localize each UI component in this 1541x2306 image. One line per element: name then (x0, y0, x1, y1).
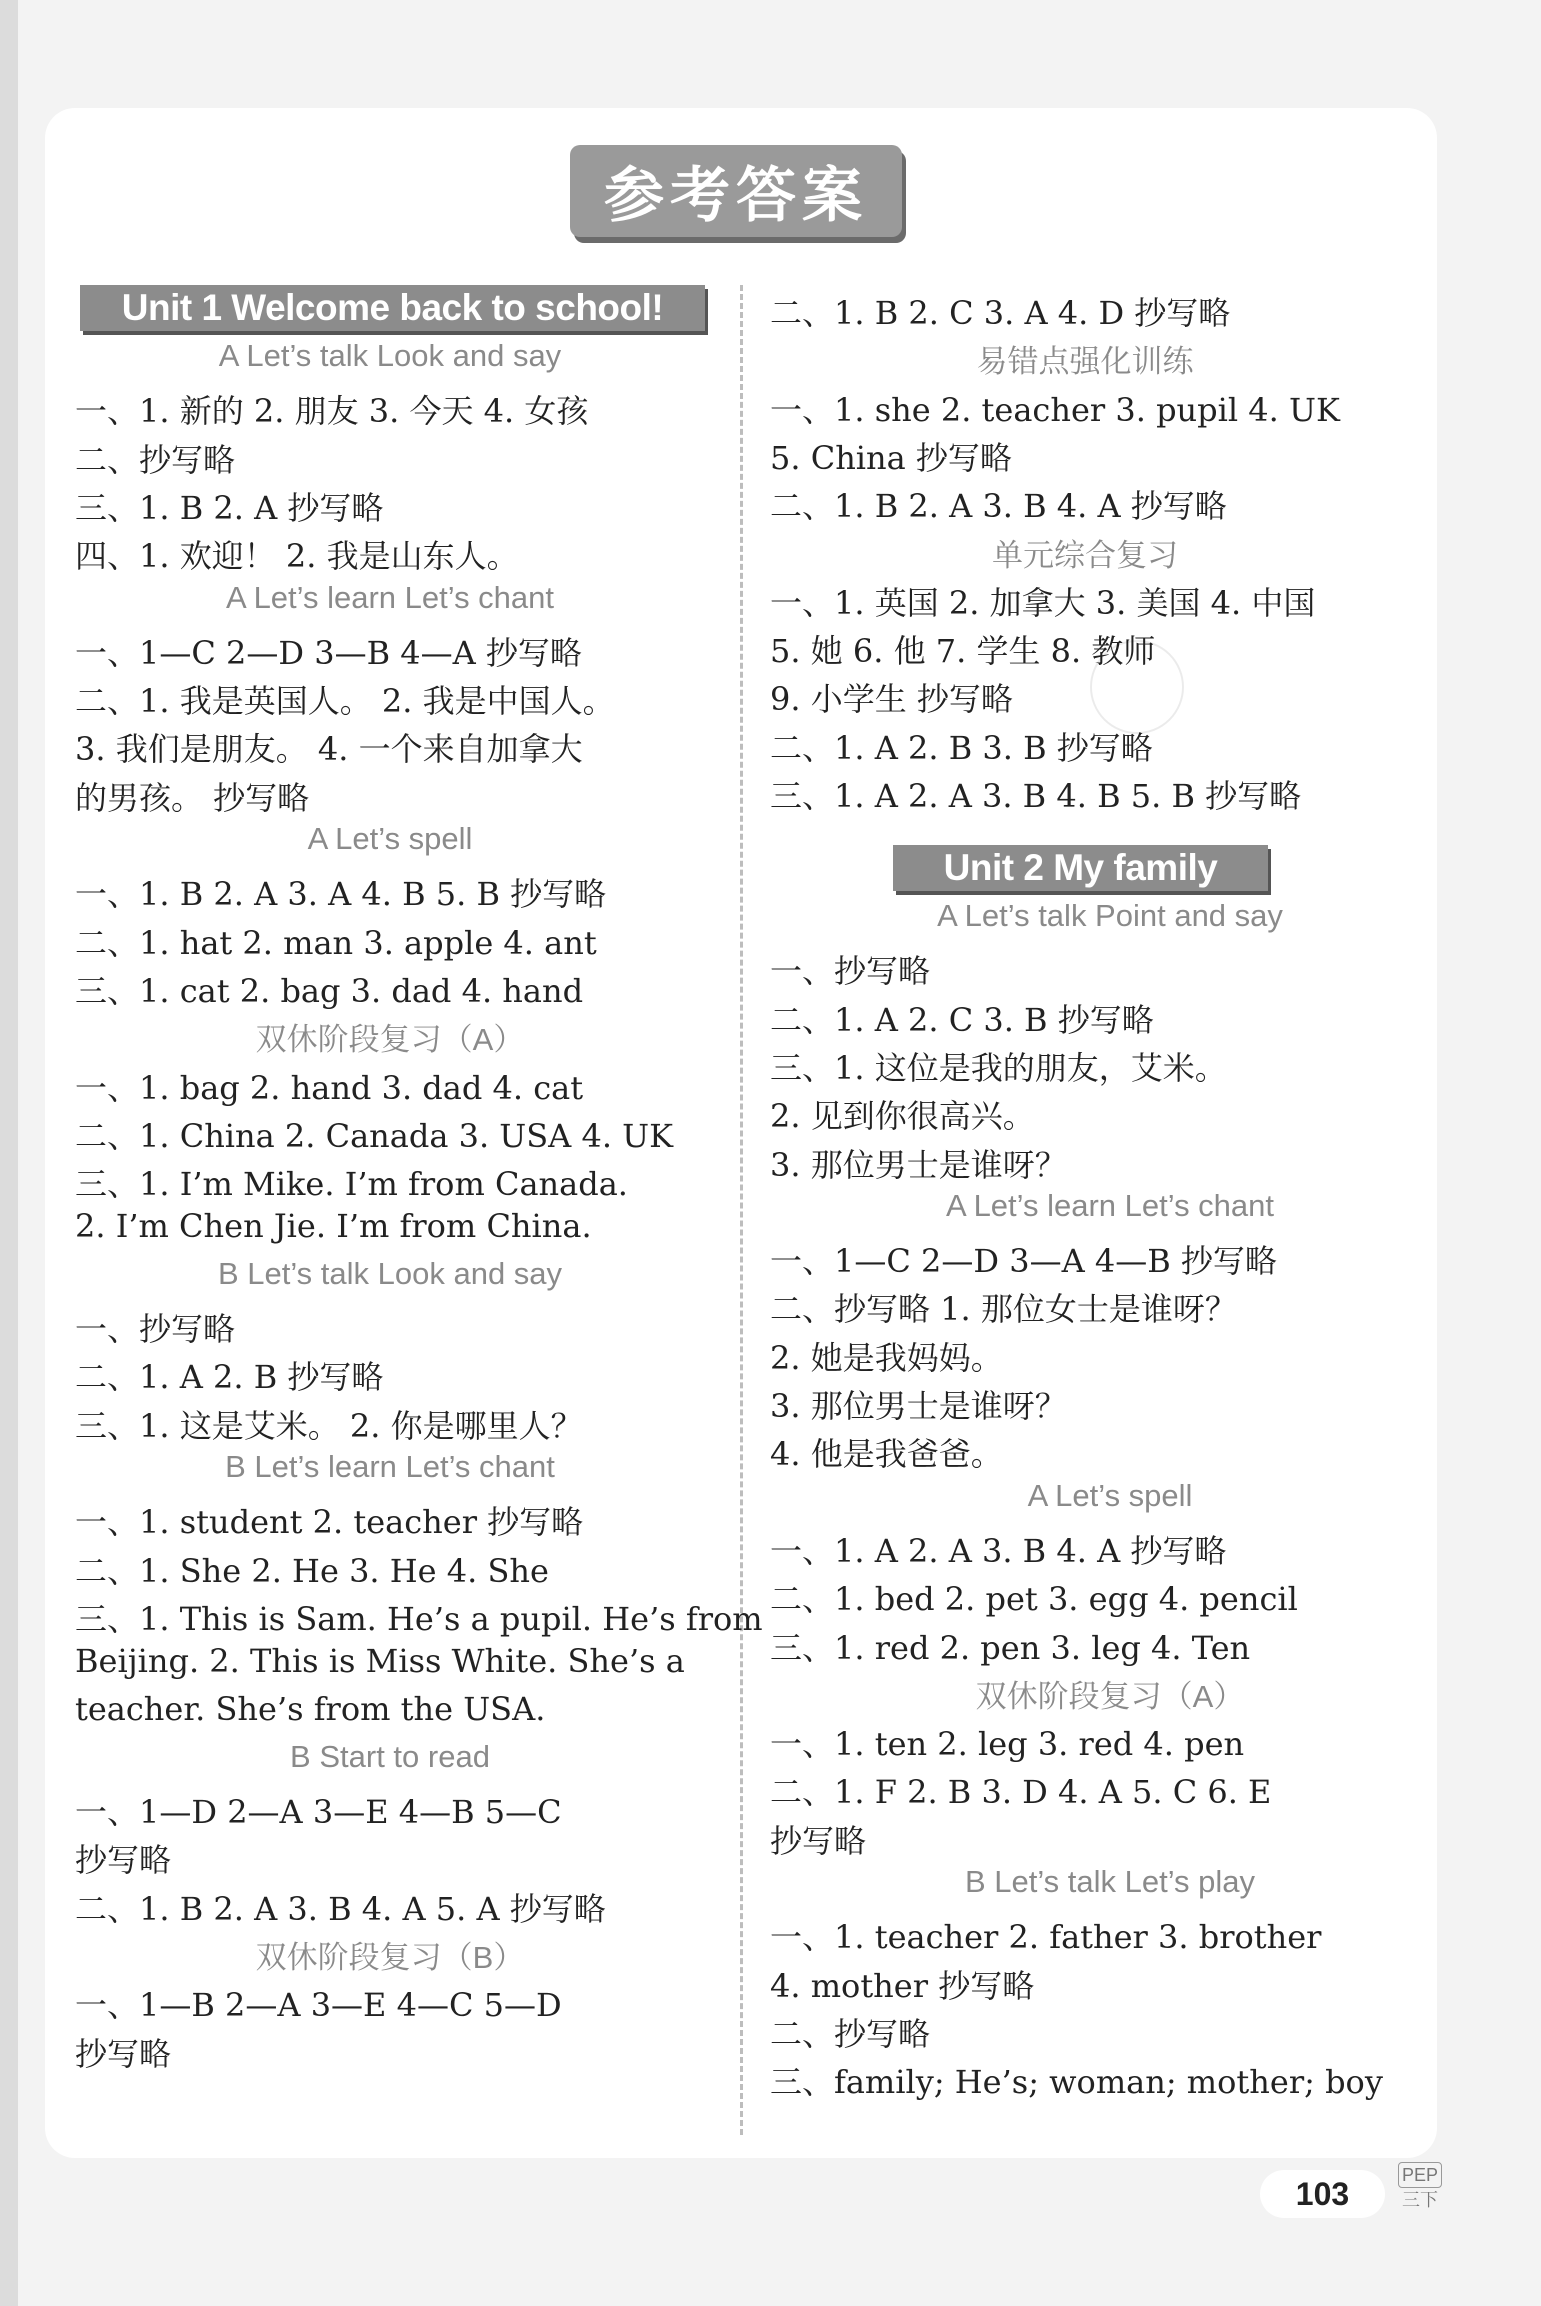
answer-line: 三、1. A 2. A 3. B 4. B 5. B 抄写略 (770, 777, 1302, 815)
answer-line: 三、1. B 2. A 抄写略 (75, 488, 384, 527)
answer-line: 二、1. 我是英国人。 2. 我是中国人。 (75, 682, 615, 721)
answer-line: 一、1—C 2—D 3—B 4—A 抄写略 (75, 633, 582, 672)
unit-1-banner: Unit 1 Welcome back to school! (80, 285, 705, 331)
answer-line: 3. 那位男士是谁呀？ (770, 1145, 1067, 1184)
section-heading: 单元综合复习 (992, 537, 1178, 573)
answer-line: 三、family; He’s; woman; mother; boy (770, 2063, 1383, 2102)
edition-tag (1395, 2162, 1445, 2220)
section-heading: B Let’s talk Let’s play (964, 1864, 1256, 1899)
answer-line: 一、1. teacher 2. father 3. brother (770, 1918, 1322, 1957)
answer-line: 三、1. I’m Mike. I’m from Canada. (75, 1165, 628, 1204)
answer-line: 2. 见到你很高兴。 (770, 1097, 1035, 1136)
section-heading: A Let’s talk Point and say (937, 898, 1283, 933)
answer-line: 二、1. B 2. C 3. A 4. D 抄写略 (770, 294, 1231, 332)
answer-line: 4. mother 抄写略 (770, 1966, 1035, 2005)
section-heading: A Let’s spell (1027, 1477, 1193, 1513)
stamp-mark (1090, 640, 1184, 734)
answer-line: 一、1. 新的 2. 朋友 3. 今天 4. 女孩 (75, 392, 589, 431)
answer-line: 一、抄写略 (770, 952, 931, 991)
answer-line: 一、1. ten 2. leg 3. red 4. pen (770, 1725, 1245, 1764)
answer-line: 二、1. B 2. A 3. B 4. A 5. A 抄写略 (75, 1889, 606, 1928)
page-title: 参考答案 (604, 161, 868, 231)
unit-2-banner: Unit 2 My family (893, 845, 1268, 891)
answer-line: 一、1—C 2—D 3—A 4—B 抄写略 (770, 1242, 1277, 1281)
answer-line: 一、1. student 2. teacher 抄写略 (75, 1503, 584, 1542)
title-banner (570, 145, 902, 237)
answer-line: 三、1. This is Sam. He’s a pupil. He’s from (75, 1599, 763, 1638)
answer-line: 3. 我们是朋友。 4. 一个来自加拿大 (75, 730, 583, 769)
page-number: 103 (1260, 2170, 1385, 2218)
answer-line: 二、1. China 2. Canada 3. USA 4. UK (75, 1116, 674, 1155)
section-heading: A Let’s learn Let’s chant (945, 1187, 1275, 1223)
answer-line: 抄写略 (75, 2034, 172, 2073)
section-heading: 双休阶段复习（B） (255, 1939, 525, 1975)
edition-grade: 三下 (1402, 2190, 1438, 2210)
answer-line: 二、抄写略 (770, 2014, 931, 2053)
answer-line: 抄写略 (770, 1821, 867, 1860)
section-heading: 双休阶段复习（A） (975, 1678, 1245, 1714)
column-divider (740, 285, 743, 2135)
answer-line: 三、1. red 2. pen 3. leg 4. Ten (770, 1628, 1251, 1667)
answer-line: 9. 小学生 抄写略 (770, 680, 1013, 719)
section-heading: B Start to read (290, 1738, 490, 1774)
answer-line: Beijing. 2. This is Miss White. She’s a (75, 1642, 685, 1681)
answer-line: 一、1. bag 2. hand 3. dad 4. cat (75, 1068, 584, 1107)
answer-line: 二、1. A 2. B 3. B 抄写略 (770, 728, 1153, 767)
section-heading: A Let’s talk Look and say (218, 338, 562, 373)
answer-line: 4. 他是我爸爸。 (770, 1435, 1003, 1474)
answer-line: 二、1. B 2. A 3. B 4. A 抄写略 (770, 487, 1227, 526)
answer-line: 二、1. bed 2. pet 3. egg 4. pencil (770, 1580, 1298, 1619)
answer-line: 一、1—B 2—A 3—E 4—C 5—D (75, 1986, 562, 2025)
answer-line: 一、1. 英国 2. 加拿大 3. 美国 4. 中国 (770, 583, 1316, 622)
answer-line: 三、1. 这位是我的朋友，艾米。 (770, 1048, 1227, 1087)
answer-line: 一、1. she 2. teacher 3. pupil 4. UK (770, 390, 1340, 429)
answer-line: 三、1. 这是艾米。 2. 你是哪里人？ (75, 1406, 583, 1445)
answer-line: 一、1. B 2. A 3. A 4. B 5. B 抄写略 (75, 875, 607, 914)
answer-line: 一、1—D 2—A 3—E 4—B 5—C (75, 1793, 562, 1831)
answer-line: 3. 那位男士是谁呀？ (770, 1387, 1067, 1425)
edition-pep: PEP (1398, 2162, 1442, 2188)
answer-line: 一、1. A 2. A 3. B 4. A 抄写略 (770, 1531, 1227, 1570)
answer-line: 二、1. She 2. He 3. He 4. She (75, 1551, 549, 1590)
answer-line: 二、1. hat 2. man 3. apple 4. ant (75, 923, 597, 962)
section-heading: B Let’s learn Let’s chant (225, 1448, 555, 1484)
answer-line: teacher. She’s from the USA. (75, 1690, 546, 1729)
answer-line: 抄写略 (75, 1841, 172, 1880)
section-heading: A Let’s spell (307, 821, 473, 856)
answer-line: 四、1. 欢迎！ 2. 我是山东人。 (75, 537, 519, 576)
answer-line: 二、抄写略 1. 那位女士是谁呀？ (770, 1290, 1237, 1329)
answer-line: 二、1. F 2. B 3. D 4. A 5. C 6. E (770, 1773, 1272, 1812)
section-heading: A Let’s learn Let’s chant (225, 579, 555, 615)
answer-line: 2. 她是我妈妈。 (770, 1338, 1003, 1377)
answer-line: 5. China 抄写略 (770, 438, 1012, 477)
section-heading: B Let’s talk Look and say (217, 1255, 563, 1291)
section-heading: 双休阶段复习（A） (255, 1022, 525, 1058)
answer-line: 的男孩。 抄写略 (75, 778, 310, 817)
answer-line: 二、1. A 2. B 抄写略 (75, 1358, 384, 1397)
answer-line: 二、抄写略 (75, 440, 236, 479)
answer-line: 5. 她 6. 他 7. 学生 8. 教师 (770, 632, 1156, 671)
section-heading: 易错点强化训练 (976, 344, 1194, 380)
answer-line: 三、1. cat 2. bag 3. dad 4. hand (75, 971, 584, 1010)
answer-line: 2. I’m Chen Jie. I’m from China. (75, 1207, 592, 1246)
answer-line: 二、1. A 2. C 3. B 抄写略 (770, 1000, 1154, 1039)
answer-line: 一、抄写略 (75, 1310, 236, 1348)
